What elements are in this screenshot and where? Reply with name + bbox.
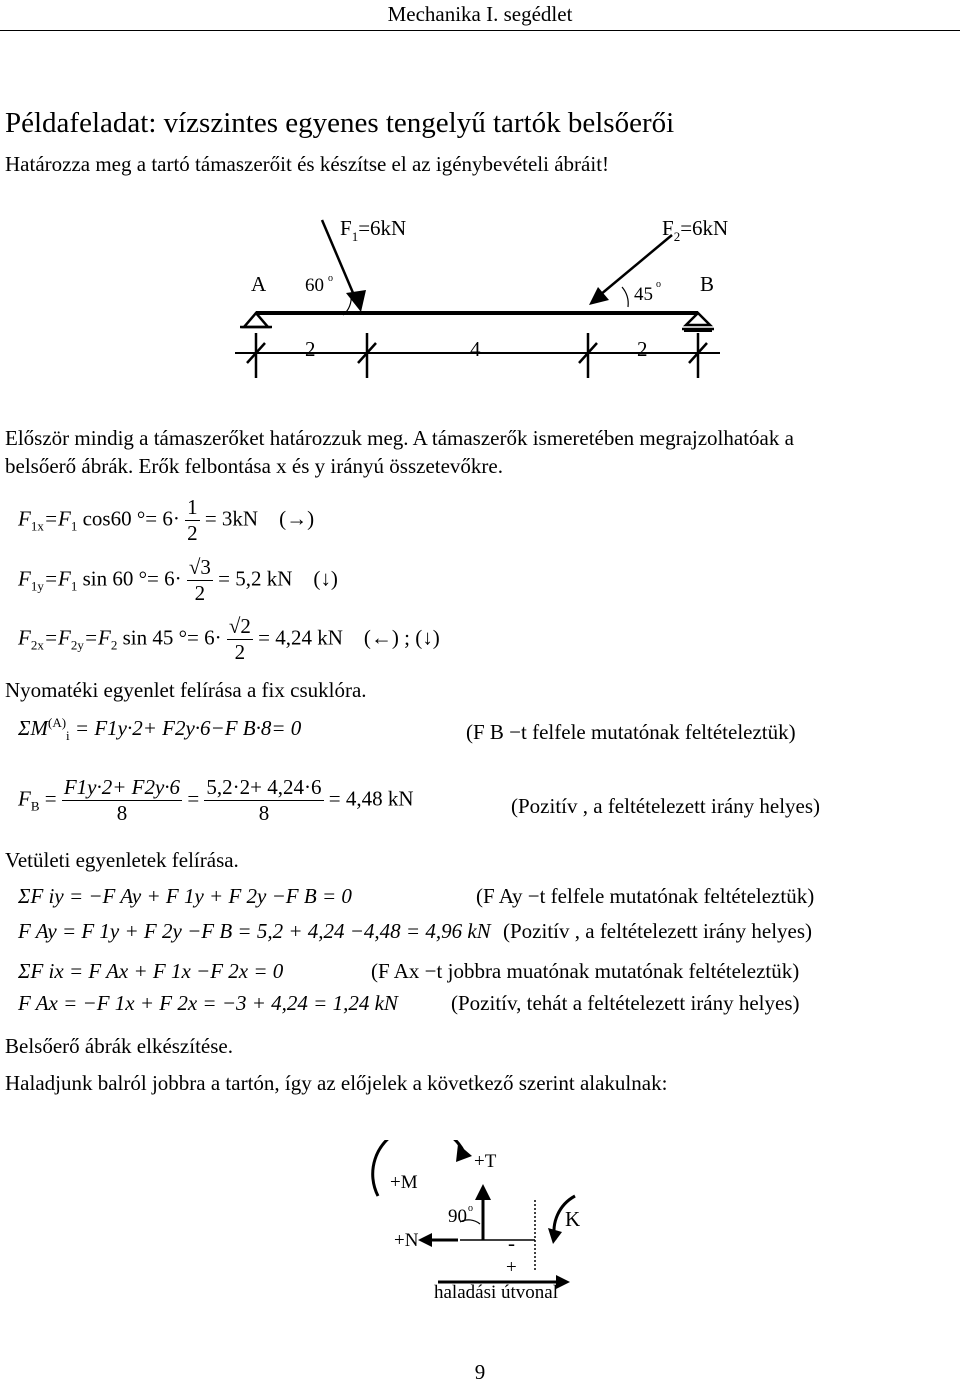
angle-45-label: 45 [634,284,653,305]
paragraph-sign: Haladjunk balról jobbra a tartón, így az előjelek a következő szerint alakulnak: [5,1071,668,1095]
equation-moment: $\Sigma M^{(A)}_i = F1y\cdot 2+ F2y\cdot 6-F$ B·8= 0 [18,715,302,744]
note-proj-3: (F Ax −t jobbra muatónak mutatónak feltételeztük) [371,959,800,983]
dimension-2: 4 [470,337,481,361]
label-path: haladási útvonal [434,1282,558,1303]
page-number: 9 [474,1360,486,1384]
angle-60-label: 60 [305,275,324,296]
svg-text:o: o [468,1203,473,1214]
support-a-label: A [251,272,267,296]
equation-proj-2: F Ay = F 1y + F 2y −F B = 5,2 + 4,24 −4,48 = 4,96 kN [18,919,491,943]
section-title: Példafeladat: vízszintes egyenes tengelyű tartók belsőerői [5,107,675,139]
label-plus-n: +N [394,1230,419,1251]
dimension-3: 2 [637,337,648,361]
equation-fb: $F_B$ = $\frac{F1y\cdot 2+ F2y\cdot 6}{8}$ = $\frac{5,2\cdot 2+ 4,24\cdot 6}{8}$ = 4,48 kN [18,775,414,825]
equation-f1x: $F_{1x}=F_1$ cos60 °= 6· $\frac{1}{2}$ = 3kN (→) [18,495,315,545]
dimension-1: 2 [305,337,316,361]
header-rule [0,30,960,31]
force-f2-label: $F_2=6kN$ [662,216,729,244]
paragraph-first-line2: belsőerő ábrák. Erők felbontása x és y irányú összetevőkre. [5,454,503,478]
svg-text:o: o [656,279,661,290]
label-k: K [565,1207,581,1231]
note-moment: (F B −t felfele mutatónak feltételeztük) [466,720,796,744]
note-proj-1: (F Ay −t felfele mutatónak feltételeztük) [476,884,815,908]
note-proj-4: (Pozitív, tehát a feltételezett irány helyes) [451,991,800,1015]
equation-f2: $F_{2x}=F_{2y}=F_2$ sin 45 °= 6· $\frac{√2}{2}$ = 4,24 kN (←) ; (↓) [18,614,440,664]
note-fb: (Pozitív , a feltételezett irány helyes) [511,794,821,818]
label-plus-t: +T [474,1151,497,1172]
page-header: Mechanika I. segédlet [387,2,573,26]
support-a-pin [240,313,272,327]
force-f2-arrow [589,235,672,305]
equation-proj-3: ΣF ix = F Ax + F 1x −F 2x = 0 [18,959,284,983]
paragraph-inner: Belsőerő ábrák elkészítése. [5,1034,233,1058]
paragraph-projection: Vetületi egyenletek felírása. [5,848,239,872]
support-b-label: B [700,272,715,296]
angle-45-arc [622,287,628,307]
paragraph-first-line1: Először mindig a támaszerőket határozzuk meg. A támaszerők ismeretében megrajzolhatóak a [5,426,794,450]
note-proj-2: (Pozitív , a feltételezett irány helyes) [503,919,813,943]
label-plus-m: +M [390,1172,418,1193]
label-plus: + [506,1257,517,1278]
support-b-roller [682,313,714,331]
equation-proj-1: ΣF iy = −F Ay + F 1y + F 2y −F B = 0 [18,884,352,908]
svg-text:o: o [328,273,333,284]
sign-convention-diagram [360,1140,620,1310]
label-minus: - [508,1231,515,1255]
moment-arc [373,1140,464,1196]
task-text: Határozza meg a tartó támaszerőit és készítse el az igénybevételi ábráit! [5,152,610,176]
paragraph-moment: Nyomatéki egyenlet felírása a fix csuklóra. [5,678,367,702]
label-angle: 90 [448,1206,467,1227]
beam-diagram [0,195,960,395]
force-f1-label: $F_1=6kN$ [340,216,407,244]
equation-f1y: $F_{1y}=F_1$ sin 60 °= 6· $\frac{√3}{2}$ = 5,2 kN (↓) [18,555,338,605]
equation-proj-4: F Ax = −F 1x + F 2x = −3 + 4,24 = 1,24 kN [18,991,398,1015]
